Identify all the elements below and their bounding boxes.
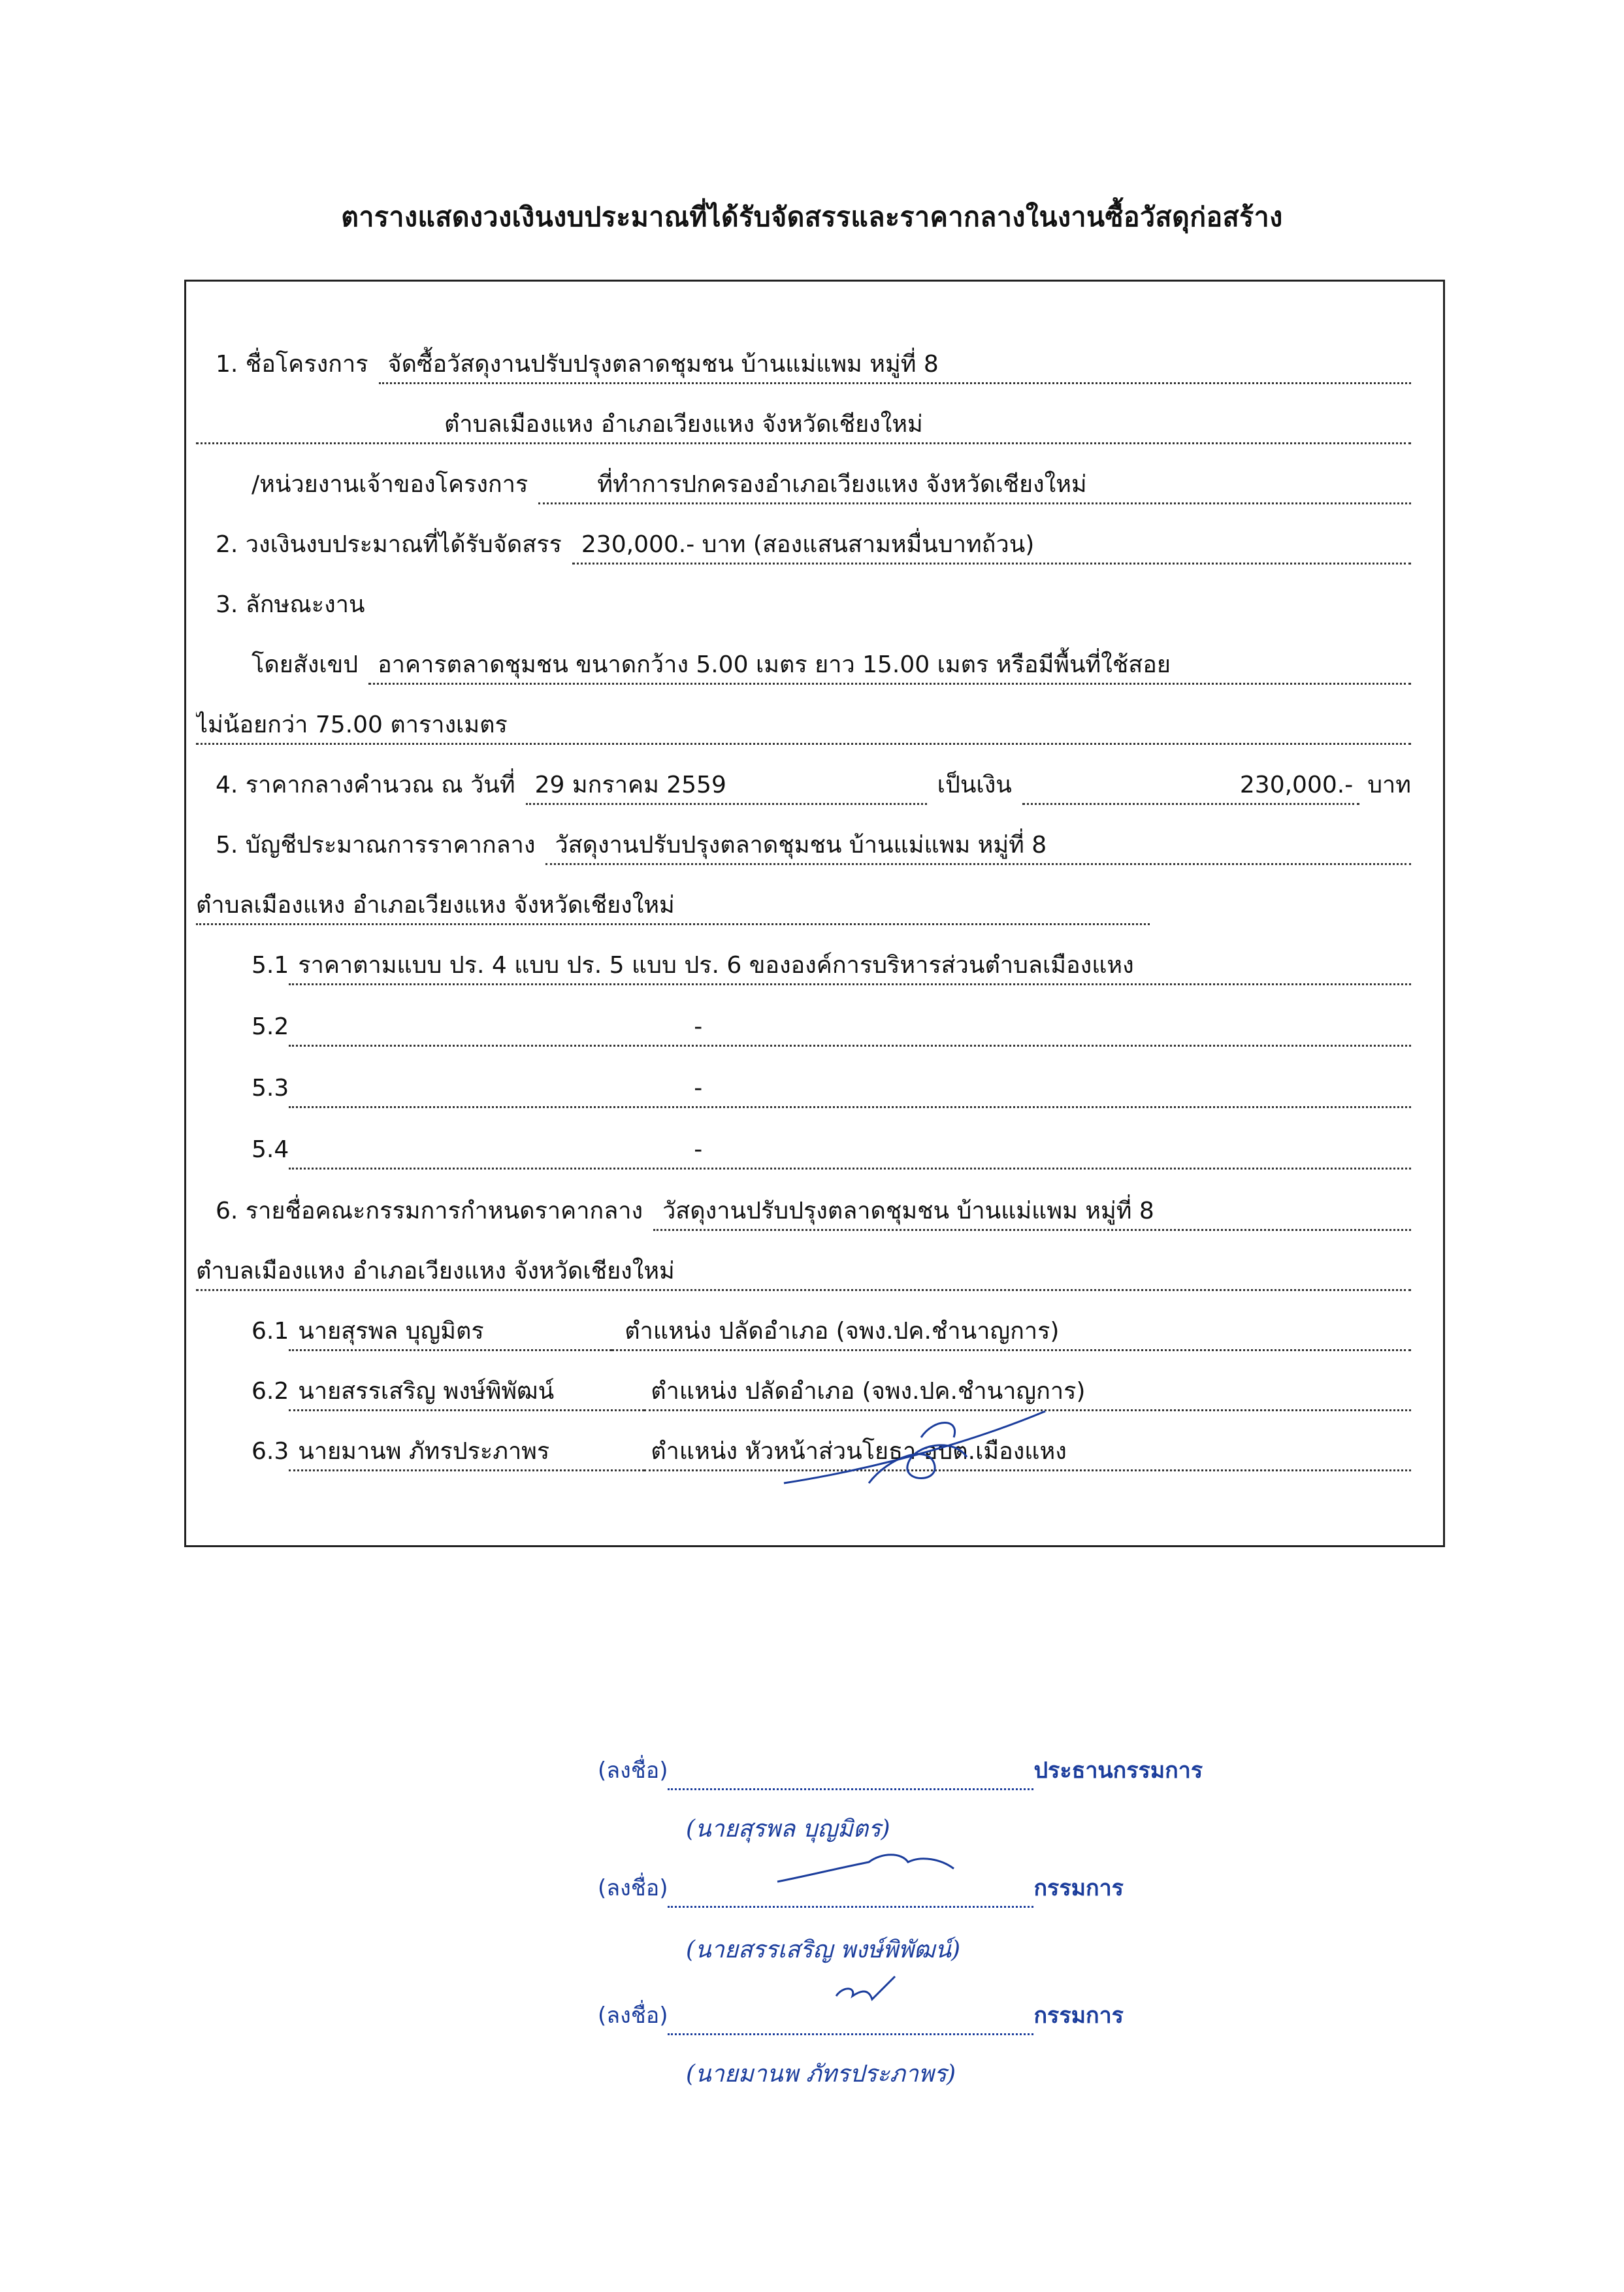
signature-name-chairman: (นายสุรพล บุญมิตร) <box>686 1816 890 1842</box>
page-title: ตารางแสดงวงเงินงบประมาณที่ได้รับจัดสรรและราคากลางในงานซื้อวัสดุก่อสร้าง <box>341 201 1283 233</box>
signature-role: กรรมการ <box>1033 2003 1124 2029</box>
project-name-label: 1. ชื่อโครงการ <box>216 351 368 378</box>
median-price-date: 29 มกราคม 2559 <box>526 768 927 805</box>
estimate-label: 5. บัญชีประมาณการราคากลาง <box>216 832 536 859</box>
work-nature-label: 3. ลักษณะงาน <box>216 591 365 618</box>
summary-row-2 <box>196 706 1411 745</box>
sign-label: (ลงชื่อ) <box>598 1758 668 1784</box>
estimate-item-row <box>252 946 1411 985</box>
member-num: 6.1 <box>252 1318 289 1345</box>
estimate-value-2: ตำบลเมืองแหง อำเภอเวียงแหง จังหวัดเชียงใหม่ <box>196 888 1150 925</box>
estimate-item-value: ราคาตามแบบ ปร. 4 แบบ ปร. 5 แบบ ปร. 6 ขององค์การบริหารส่วนตำบลเมืองแหง <box>289 948 1411 985</box>
estimate-item-row <box>252 1069 1411 1108</box>
estimate-item-value: - <box>289 1009 1411 1047</box>
summary-row <box>252 646 1411 685</box>
estimate-row-2 <box>196 886 1150 925</box>
estimate-item-num: 5.2 <box>252 1013 289 1040</box>
summary-value-2: ไม่น้อยกว่า 75.00 ตารางเมตร <box>196 708 1411 745</box>
member-position: ตำแหน่ง ปลัดอำเภอ (จพง.ปค.ชำนาญการ) <box>644 1374 1411 1411</box>
agency-label: /หน่วยงานเจ้าของโครงการ <box>252 471 528 498</box>
amount-unit: บาท <box>1367 772 1411 798</box>
signature-line-member-2 <box>598 1996 1124 2035</box>
summary-label: โดยสังเขป <box>252 651 359 678</box>
member-num: 6.3 <box>252 1438 289 1465</box>
project-name-value: จัดซื้อวัสดุงานปรับปรุงตลาดชุมชน บ้านแม่แพม หมู่ที่ 8 <box>379 347 1411 384</box>
estimate-row <box>216 826 1411 865</box>
work-nature-row <box>216 585 1411 625</box>
estimate-item-num: 5.4 <box>252 1136 289 1163</box>
member-name: นายสรรเสริญ พงษ์พิพัฒน์ <box>289 1374 644 1411</box>
project-name-value-2: ตำบลเมืองแหง อำเภอเวียงแหง จังหวัดเชียงใหม่ <box>196 407 1411 444</box>
committee-value-2: ตำบลเมืองแหง อำเภอเวียงแหง จังหวัดเชียงใหม่ <box>196 1254 1411 1291</box>
signature-scribble-1 <box>771 1392 1065 1490</box>
committee-member-row <box>252 1312 1411 1351</box>
member-position: ตำแหน่ง หัวหน้าส่วนโยธา อบต.เมืองแหง <box>644 1434 1411 1471</box>
median-price-label: 4. ราคากลางคำนวณ ณ วันที่ <box>216 772 515 798</box>
estimate-item-row <box>252 1007 1411 1047</box>
estimate-item-num: 5.1 <box>252 952 289 979</box>
estimate-item-row <box>252 1130 1411 1170</box>
estimate-item-value: - <box>289 1132 1411 1170</box>
median-price-row <box>216 766 1411 805</box>
budget-row <box>216 525 1411 565</box>
amount-label: เป็นเงิน <box>937 772 1012 798</box>
sign-label: (ลงชื่อ) <box>598 1875 668 1901</box>
committee-value: วัสดุงานปรับปรุงตลาดชุมชน บ้านแม่แพม หมู่ที่ 8 <box>653 1194 1411 1231</box>
estimate-item-value: - <box>289 1071 1411 1108</box>
signature-name-member-2: (นายมานพ ภัทรประภาพร) <box>686 2061 956 2087</box>
estimate-item-num: 5.3 <box>252 1075 289 1102</box>
estimate-value: วัสดุงานปรับปรุงตลาดชุมชน บ้านแม่แพม หมู่ที่ 8 <box>545 828 1411 865</box>
budget-value: 230,000.- บาท (สองแสนสามหมื่นบาทถ้วน) <box>572 527 1411 565</box>
committee-label: 6. รายชื่อคณะกรรมการกำหนดราคากลาง <box>216 1198 643 1224</box>
sign-label: (ลงชื่อ) <box>598 2003 668 2029</box>
member-num: 6.2 <box>252 1378 289 1405</box>
budget-label: 2. วงเงินงบประมาณที่ได้รับจัดสรร <box>216 531 562 558</box>
amount-value: 230,000.- <box>1022 768 1359 805</box>
summary-value: อาคารตลาดชุมชน ขนาดกว้าง 5.00 เมตร ยาว 15.00 เมตร หรือมีพื้นที่ใช้สอย <box>368 647 1411 685</box>
committee-row-2 <box>196 1252 1411 1291</box>
committee-row <box>216 1192 1411 1231</box>
signature-role: ประธานกรรมการ <box>1033 1758 1203 1784</box>
signature-line-member-1 <box>598 1869 1124 1908</box>
agency-row <box>252 465 1411 504</box>
project-name-row <box>216 345 1411 384</box>
signature-line-chairman <box>598 1751 1203 1790</box>
member-position: ตำแหน่ง ปลัดอำเภอ (จพง.ปค.ชำนาญการ) <box>611 1314 1411 1351</box>
signature-role: กรรมการ <box>1033 1875 1124 1901</box>
member-name: นายสุรพล บุญมิตร <box>289 1314 611 1351</box>
member-name: นายมานพ ภัทรประภาพร <box>289 1434 644 1471</box>
project-name-row-2 <box>196 405 1411 444</box>
agency-value: ที่ทำการปกครองอำเภอเวียงแหง จังหวัดเชียงใหม่ <box>538 467 1411 504</box>
signature-name-member-1: (นายสรรเสริญ พงษ์พิพัฒน์) <box>686 1937 961 1963</box>
